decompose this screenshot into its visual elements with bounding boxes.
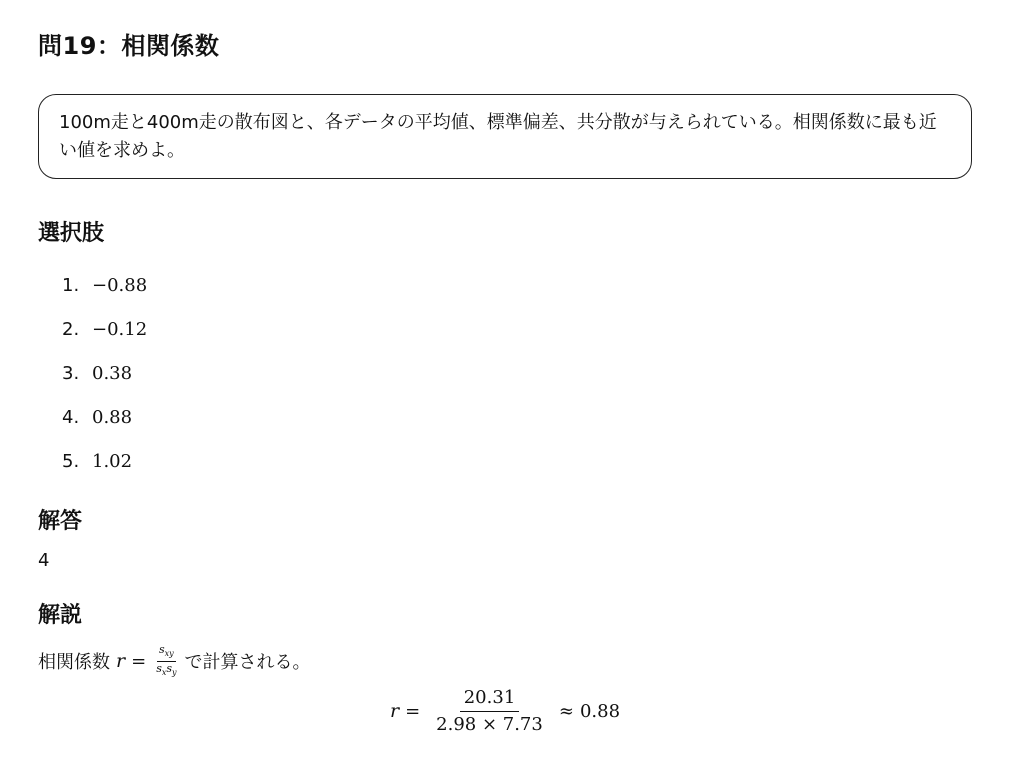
page-title: 問19：相関係数 bbox=[38, 32, 220, 60]
choice-value: 0.38 bbox=[92, 362, 133, 384]
formula-fraction bbox=[154, 643, 178, 678]
choice-value: −0.88 bbox=[92, 274, 148, 296]
choice-value: 1.02 bbox=[92, 450, 133, 472]
page bbox=[38, 26, 972, 739]
answer-heading: 解答 bbox=[38, 508, 83, 534]
choice-number: 4. bbox=[62, 406, 80, 428]
equation-fraction bbox=[432, 687, 547, 736]
choice-value: 0.88 bbox=[92, 406, 133, 428]
equation-denominator: 2.98 × 7.73 bbox=[436, 713, 543, 735]
choice-item bbox=[62, 263, 972, 307]
question-text: 100m走と400m走の散布図と、各データの平均値、標準偏差、共分散が与えられている。相関係数に最も近い値を求めよ。 bbox=[59, 112, 937, 161]
explanation-prefix: 相関係数 bbox=[38, 652, 110, 673]
choice-item bbox=[62, 439, 972, 483]
display-equation bbox=[38, 683, 972, 739]
formula-numerator: $s_{xy}$ bbox=[157, 643, 176, 661]
choices-heading: 選択肢 bbox=[38, 220, 105, 246]
answer-value: 4 bbox=[38, 550, 50, 571]
equation-numerator: 20.31 bbox=[460, 687, 520, 712]
formula-denominator: $s_xs_y$ bbox=[156, 661, 177, 677]
equation-result: 0.88 bbox=[579, 700, 621, 722]
question-box bbox=[38, 94, 972, 179]
choice-number: 3. bbox=[62, 362, 80, 384]
explanation-line bbox=[38, 641, 972, 681]
choice-number: 2. bbox=[62, 318, 80, 340]
formula-r: r bbox=[116, 650, 126, 672]
formula-equals: = bbox=[131, 650, 147, 672]
equation-equals: = bbox=[405, 700, 421, 722]
equation-approx: ≈ bbox=[558, 700, 574, 722]
explanation-heading: 解説 bbox=[38, 602, 83, 628]
choice-number: 5. bbox=[62, 450, 80, 472]
choice-number: 1. bbox=[62, 274, 80, 296]
choices-list bbox=[38, 263, 972, 483]
choice-item bbox=[62, 395, 972, 439]
choice-item bbox=[62, 351, 972, 395]
explanation-suffix: で計算される。 bbox=[184, 652, 311, 673]
choice-value: −0.12 bbox=[92, 318, 148, 340]
equation-lhs: r bbox=[389, 700, 400, 722]
choice-item bbox=[62, 307, 972, 351]
